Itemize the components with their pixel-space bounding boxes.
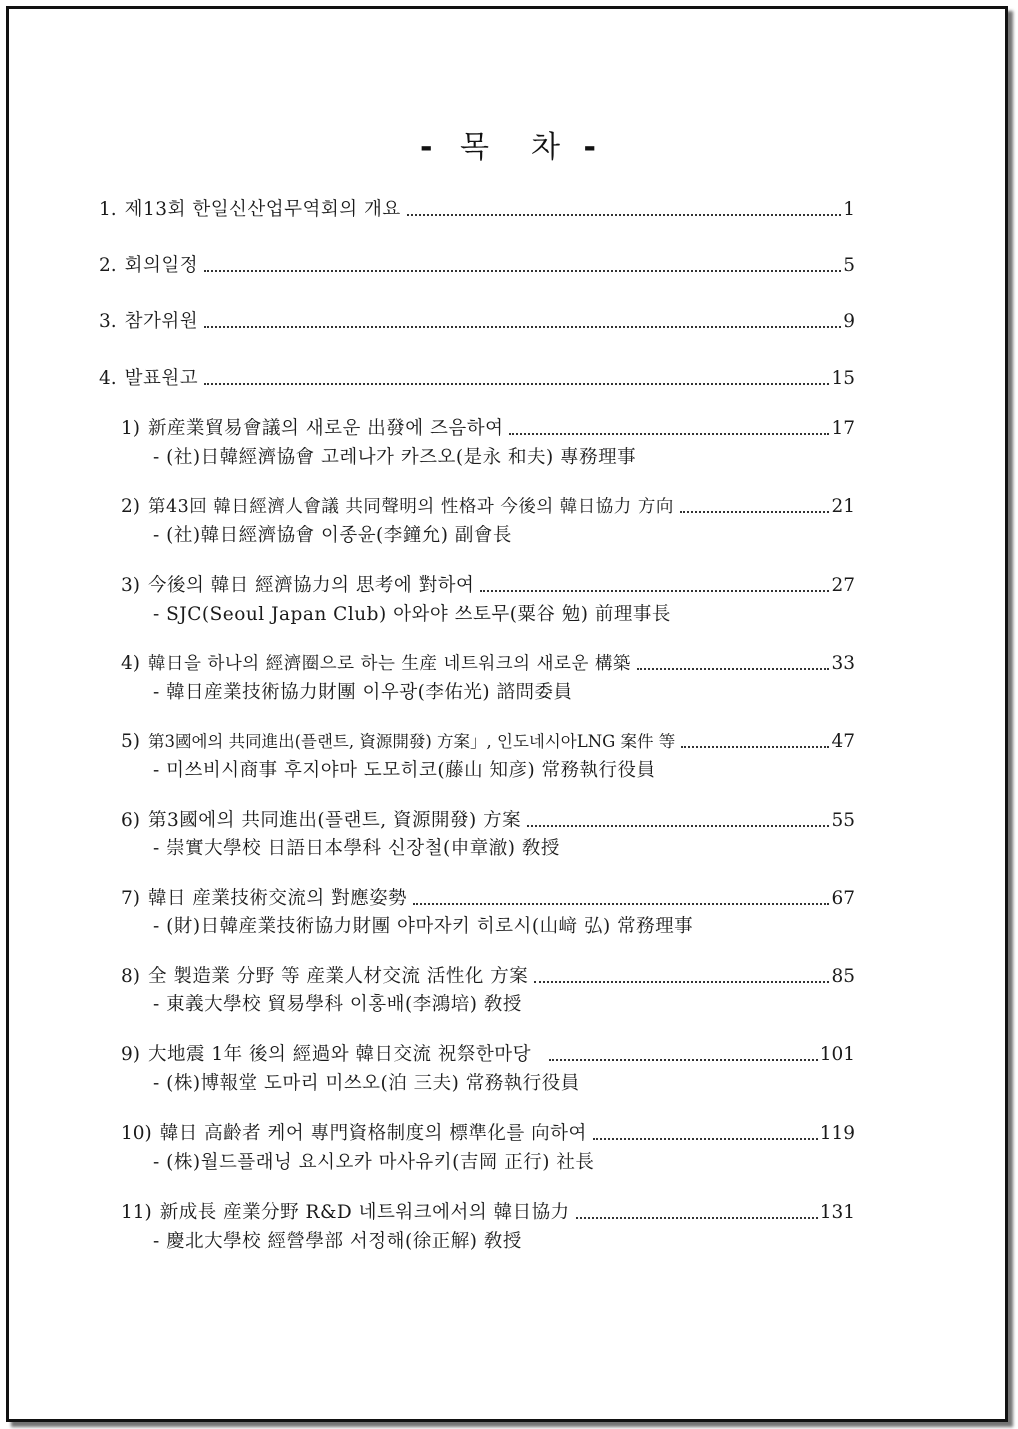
toc-section-number: 1. [99,199,117,220]
toc-paper-number: 8) [121,966,140,987]
toc-paper-number: 7) [121,888,140,909]
toc-paper[interactable] [121,886,855,912]
toc-paper-author: - 慶北大學校 經營學部 서정해(徐正解) 敎授 [153,1231,522,1252]
toc-page-number: 55 [831,810,855,831]
toc-page-number: 1 [843,199,855,220]
toc-paper-author: - 東義大學校 貿易學科 이홍배(李鴻培) 敎授 [153,994,522,1015]
toc-paper-title: 第43回 韓日經濟人會議 共同聲明의 性格과 今後의 韓日協力 方向 [148,497,674,517]
toc-section-title: 제13회 한일신산업무역회의 개요 [124,199,401,220]
toc-page-number: 67 [831,888,855,909]
toc-page-number: 21 [831,496,855,517]
dot-leader [637,654,830,670]
dot-leader [534,967,829,983]
toc-section[interactable] [99,366,855,392]
toc-paper[interactable] [121,808,855,834]
toc-paper-number: 9) [121,1044,140,1065]
dot-leader [527,811,829,827]
toc-paper-author: - (株)博報堂 도마리 미쓰오(泊 三夫) 常務執行役員 [153,1073,580,1094]
toc-paper[interactable] [121,1200,855,1226]
toc-paper-author: - (財)日韓産業技術協力財團 야마자키 히로시(山﨑 弘) 常務理事 [153,916,694,937]
toc-section[interactable] [99,309,855,335]
dot-leader [593,1124,818,1140]
toc-page-number: 5 [843,255,855,276]
toc-section-number: 2. [99,255,117,276]
toc-paper-number: 6) [121,810,140,831]
dot-leader [204,256,841,272]
toc-paper-title: 第3國에의 共同進出(플랜트, 資源開發) 方案」, 인도네시아LNG 案件 等 [148,732,676,751]
toc-paper[interactable] [121,1121,855,1147]
dot-leader [680,497,830,513]
toc-section[interactable] [99,197,855,223]
dot-leader [407,200,841,216]
toc-paper-number: 4) [121,653,140,674]
toc-page-number: 33 [831,653,855,674]
toc-section-title: 회의일정 [124,255,199,276]
toc-page-number: 9 [843,311,855,332]
dot-leader [413,889,829,905]
toc-paper-author: - (株)월드플래닝 요시오카 마사유키(吉岡 正行) 社長 [153,1152,595,1173]
dot-leader [576,1203,818,1219]
toc-page-number: 101 [819,1044,855,1065]
title-left-dash: - [420,130,435,165]
toc-paper-author: - 崇實大學校 日語日本學科 신장철(申章澈) 敎授 [153,838,560,859]
toc-paper-author: - (社)韓日經濟協會 이종윤(李鐘允) 副會長 [153,525,512,546]
toc-page-number: 131 [819,1202,855,1223]
toc-section-title: 참가위원 [124,311,199,332]
toc-paper[interactable] [121,494,855,520]
toc-page-number: 27 [831,575,855,596]
toc-paper[interactable] [121,416,855,442]
dot-leader [204,369,829,385]
toc-paper-number: 10) [121,1123,152,1144]
toc-page-number: 15 [831,368,855,389]
toc-paper-author: - 미쓰비시商事 후지야마 도모히코(藤山 知彦) 常務執行役員 [153,760,656,781]
toc-paper-author: - 韓日産業技術協力財團 이우광(李佑光) 諮問委員 [153,682,573,703]
toc-paper-author: - SJC(Seoul Japan Club) 아와야 쓰토무(粟谷 勉) 前理事長 [153,604,671,625]
title-char-1: 목 [460,130,491,165]
toc-paper-number: 1) [121,418,140,439]
toc-paper-title: 今後의 韓日 經濟協力의 思考에 對하여 [148,575,475,596]
dot-leader [204,312,841,328]
toc-paper-number: 11) [121,1202,152,1223]
dot-leader [480,576,829,592]
toc-paper[interactable] [121,651,855,677]
toc-paper-title: 新成長 産業分野 R&D 네트워크에서의 韓日協力 [159,1202,570,1223]
toc-paper[interactable] [121,729,855,755]
toc-page-number: 85 [831,966,855,987]
toc-paper[interactable] [121,573,855,599]
toc-page-number: 47 [831,731,855,752]
toc-page-number: 17 [831,418,855,439]
toc-paper-author: - (社)日韓經濟協會 고레나가 카즈오(是永 和夫) 專務理事 [153,447,637,468]
toc-section-title: 발표원고 [124,368,199,389]
toc-paper-number: 3) [121,575,140,596]
toc-section[interactable] [99,253,855,279]
title-char-2: 차 [531,130,562,165]
dot-leader [509,419,829,435]
toc-paper[interactable] [121,1042,855,1068]
toc-paper-title: 第3國에의 共同進出(플랜트, 資源開發) 方案 [148,810,522,831]
toc-section-number: 4. [99,368,117,389]
toc-paper-number: 2) [121,496,140,517]
toc-paper[interactable] [121,964,855,990]
dot-leader [681,732,829,748]
toc-paper-title: 韓日 産業技術交流의 對應姿勢 [148,888,408,909]
toc-paper-title: 韓日 高齡者 케어 專門資格制度의 標準化를 向하여 [159,1123,587,1144]
toc-section-number: 3. [99,311,117,332]
title-right-dash: - [583,130,598,165]
toc-paper-title: 新産業貿易會議의 새로운 出發에 즈음하여 [148,418,504,439]
toc-paper-title: 大地震 1年 後의 經過와 韓日交流 祝祭한마당 [148,1044,532,1065]
page-title [0,122,1018,166]
toc-paper-number: 5) [121,731,140,752]
toc-paper-title: 韓日을 하나의 經濟圈으로 하는 生産 네트워크의 새로운 構築 [148,654,631,674]
toc-paper-title: 全 製造業 分野 等 産業人材交流 活性化 方案 [148,966,529,987]
toc-page-number: 119 [819,1123,855,1144]
dot-leader [549,1045,818,1061]
